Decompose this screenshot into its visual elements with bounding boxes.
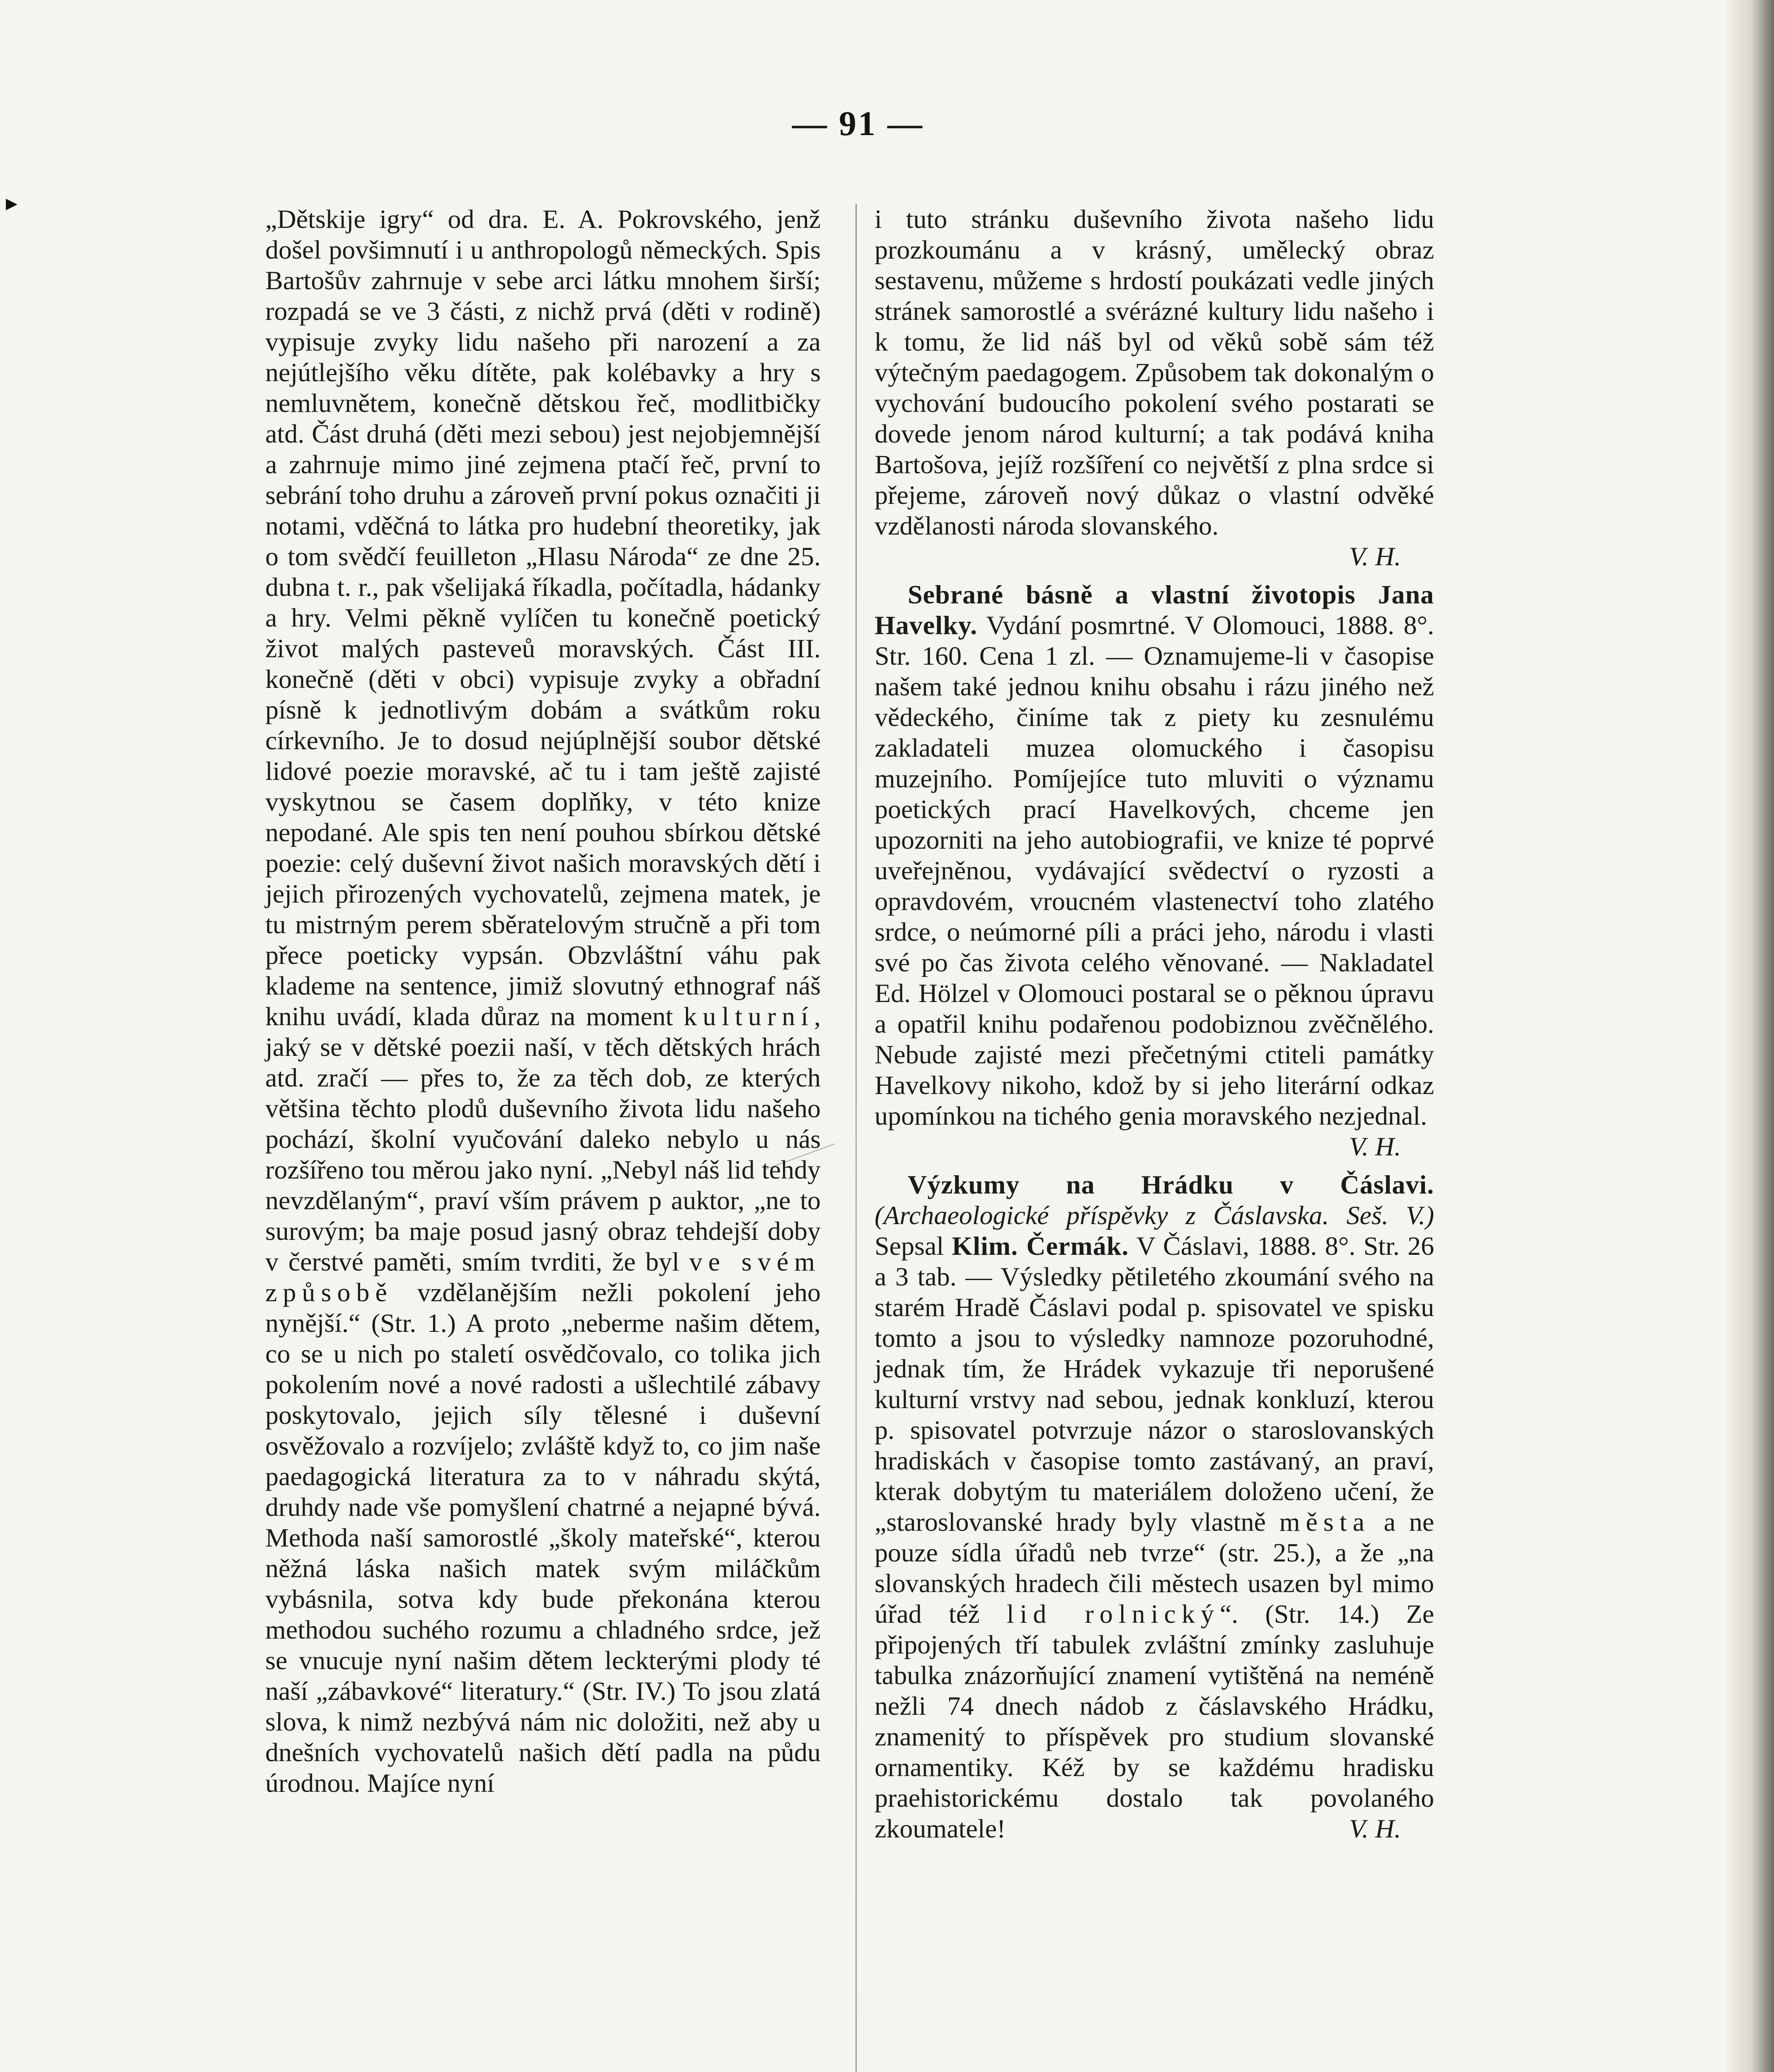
page-edge-shadow	[1724, 0, 1774, 2072]
page-number: — 91 —	[792, 104, 924, 143]
review-hradek-author-prefix: Sepsal	[875, 1231, 944, 1261]
left-spaced-kulturni: kulturní	[683, 1002, 814, 1031]
review-havelka-title: Sebrané básně a vlastní životopis Jana Havelky.	[875, 580, 1434, 640]
review-hradek-title: Výzkumy na Hrádku v Čáslavi.	[908, 1170, 1434, 1199]
left-spaced-ve-svem: ve svém způsobě	[265, 1247, 821, 1307]
review-havelka-text: Vydání posmrtné. V Olomouci, 1888. 8°. Str. 160. Cena 1 zl. — Oznamujeme-li v časopise našem také jednou knihu obsahu i rázu jiného než vědeckého, činíme tak z piety ku zesnulému zakladateli muzea olomuckého i časopisu muzejního. Pomíjejíce tuto mluviti o významu poetických prací Havelkových, chceme jen upozorniti na jeho autobiografii, ve knize té poprvé uveřejněnou, vydávající svědectví o ryzosti a opravdovém, vroucném vlastenectví toho zlatého srdce, o neúmorné píli a práci jeho, národu i vlasti své po čas života celého věnované. — Nakladatel Ed. Hölzel v Olomouci postaral se o pěknou úpravu a opatřil knihu podařenou podobiznou zvěčnělého. Nebude zajisté mezi přečetnými ctiteli památky Havelkovy nikoho, kdož by si jeho literární odkaz upomínkou na tichého genia moravského nezjednal.	[875, 610, 1434, 1130]
right-intro-paragraph	[875, 204, 1434, 541]
right-column	[875, 204, 1434, 1844]
review-hradek	[875, 1169, 1434, 1844]
left-text-part-2: , jaký se v dětské poezii naší, v těch dětských hrách atd. zračí — přes to, že za těch dob, ze kterých většina těchto plodů duševního života lidu našeho pochází, školní vyučování daleko nebylo u nás rozšířeno tou měrou jako nyní. „Nebyl náš lid tehdy nevzdělaným“, praví vším právem p auktor, „ne to surovým; ba maje posud jasný obraz tehdejší doby v čerstvé paměti, smím tvrditi, že byl	[265, 1002, 821, 1276]
review-hradek-author: Klim. Čermák.	[952, 1231, 1129, 1261]
review-hradek-text-b: a ne pouze sídla úřadů neb tvrze“ (str. 25.), a že „na slovanských hradech čili městech usazen byl mimo úřad též	[875, 1507, 1435, 1629]
review-havelka-signature: V. H.	[1349, 1132, 1401, 1161]
review-havelka	[875, 579, 1434, 1131]
review-hradek-text-a: V Čáslavi, 1888. 8°. Str. 26 a 3 tab. — Výsledky pětiletého zkoumání svého na starém Hradě Čáslavi podal p. spisovatel ve spisku tomto a jsou to výsledky namnoze pozoruhodné, jednak tím, že Hrádek vykazuje tři neporušené kulturní vrstvy nad sebou, jednak konkluzí, kterou p. spisovatel potvrzuje názor o staroslovanských hradiskách v časopise tomto zastávaný, an praví, kterak dobytým tu materiálem doloženo učení, že „staroslovanské hrady byly vlastně	[875, 1231, 1435, 1537]
review-hradek-text-c: “. (Str. 14.) Ze připojených tří tabulek zvláštní zmínky zasluhuje tabulka znázorňující znamení vytištěná na neméně nežli 74 dnech nádob z čáslavského Hrádku, znamenitý to příspěvek pro studium slovanské ornamentiky. Kéž by se každému hradisku praehistorickému dostalo tak povolaného zkoumatele!	[875, 1599, 1435, 1843]
review-hradek-subtitle: (Archaeologické příspěvky z Čáslavska. Seš. V.)	[875, 1201, 1434, 1230]
margin-mark: ▸	[6, 190, 18, 216]
left-paragraph	[265, 204, 821, 1798]
left-text-part-3: vzdělanějším nežli pokolení jeho nynější.“ (Str. 1.) A proto „neberme našim dětem, co se u nich po staletí osvědčovalo, co tolika jich pokolením nové a nové radosti a ušlechtilé zábavy poskytovalo, jejich síly tělesné i duševní osvěžovalo a rozvíjelo; zvláště když to, co jim naše paedagogická literatura za to v náhradu skýtá, druhdy nade vše pomyšlení chatrné a nejapné bývá. Methoda naší samorostlé „školy mateřské“, kterou něžná láska našich matek svým miláčkům vybásnila, sotva kdy bude překonána kterou methodou suchého rozumu a chladného srdce, jež se vnucuje nyní našim dětem leckterými plody té naší „zábavkové“ literatury.“ (Str. IV.) To jsou zlatá slova, k nimž nezbývá nám nic doložiti, než aby u dnešních vychovatelů našich dětí padla na půdu úrodnou. Majíce nyní	[265, 1278, 821, 1798]
intro-signature: V. H.	[1349, 542, 1401, 571]
left-text-part-1: „Dětskije igry“ od dra. E. A. Pokrovského, jenž došel povšimnutí i u anthropologů německých. Spis Bartošův zahrnuje v sebe arci látku mnohem širší; rozpadá se ve 3 části, z nichž prvá (děti v rodině) vypisuje zvyky lidu našeho při narození a za nejútlejšího věku dítěte, pak kolébavky a hry s nemluvnětem, konečně dětskou řeč, modlitbičky atd. Část druhá (děti mezi sebou) jest nejobjemnější a zahrnuje mimo jiné zejmena ptačí řeč, první to sebrání toho druhu a zároveň první pokus označiti ji notami, vděčná to látka pro hudební theoretiky, jak o tom svědčí feuilleton „Hlasu Národa“ ze dne 25. dubna t. r., pak všelijaká říkadla, počítadla, hádanky a hry. Velmi pěkně vylíčen tu konečně poetický život malých pasteveů moravských. Část III. konečně (děti v obci) vypisuje zvyky a obřadní písně k jednotlivým dobám a svátkům roku církevního. Je to dosud nejúplnější soubor dětské lidové poezie moravské, ač tu i tam ještě zajisté vyskytnou se časem doplňky, v této knize nepodané. Ale spis ten není pouhou sbírkou dětské poezie: celý duševní život našich moravských dětí i jejich přirozených vychovatelů, zejmena matek, je tu mistrným perem sběratelovým stručně a při tom přece poeticky vypsán. Obzvláštní váhu pak klademe na sentence, jimiž slovutný ethnograf náš knihu uvádí, klada důraz na moment	[265, 204, 821, 1031]
review-hradek-spaced-mesta: města	[1279, 1507, 1370, 1537]
review-hradek-signature: V. H.	[1349, 1814, 1401, 1843]
column-divider	[855, 204, 857, 2072]
left-column	[265, 204, 821, 1798]
right-intro-text: i tuto stránku duševního života našeho lidu prozkoumánu a v krásný, umělecký obraz sestavenu, můžeme s hrdostí poukázati vedle jiných stránek samorostlé a svérázné kultury lidu našeho i k tomu, že lid náš byl od věků sobě sám též výtečným paedagogem. Způsobem tak dokonalým o vychování budoucího pokolení svého postarati se dovede jenom národ kulturní; a tak podává kniha Bartošova, jejíž rozšíření co největší z plna srdce si přejeme, zároveň nový důkaz o vlastní odvěké vzdělanosti národa slovanského.	[875, 204, 1434, 540]
review-hradek-spaced-lid: lid rolnický	[1006, 1599, 1220, 1629]
